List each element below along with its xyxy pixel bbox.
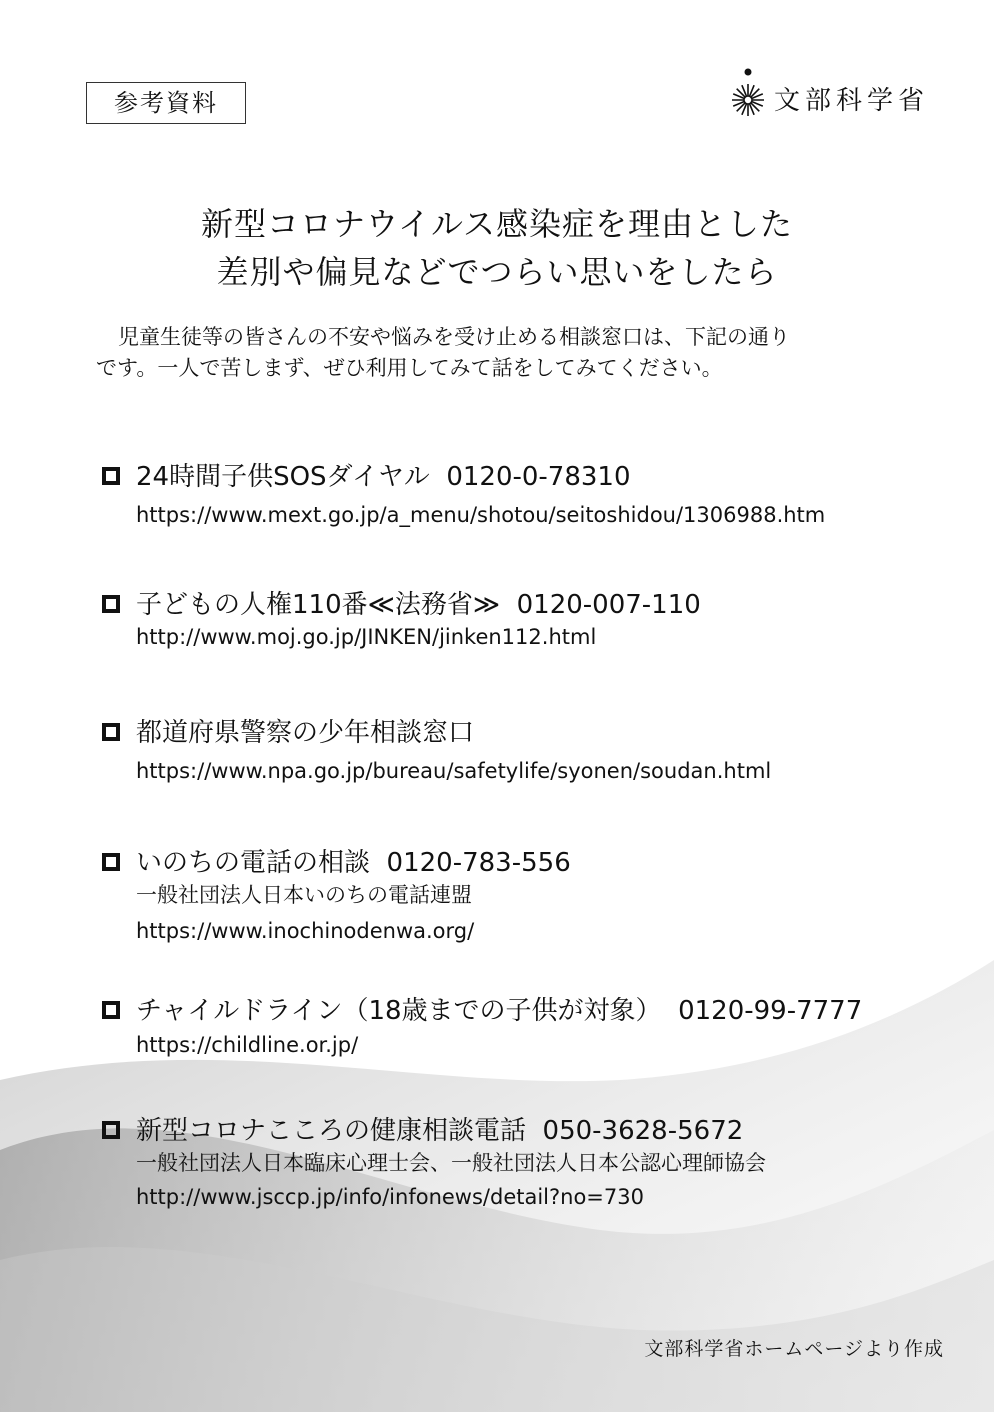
intro-line-2: です。一人で苦しまず、ぜひ利用してみて話をしてみてください。: [96, 356, 723, 380]
mext-emblem-icon: [728, 66, 768, 122]
entry-phone[interactable]: 0120-0-78310: [446, 462, 631, 492]
checkbox-icon: [102, 1001, 120, 1019]
entry-title-text: いのちの電話の相談: [136, 848, 371, 878]
ministry-header: [728, 66, 930, 122]
source-footnote: 文部科学省ホームページより作成: [644, 1338, 944, 1360]
entry-phone[interactable]: 0120-783-556: [386, 848, 571, 878]
consultation-entry: [100, 588, 701, 652]
entry-url[interactable]: https://www.mext.go.jp/a_menu/shotou/seitoshidou/1306988.htm: [136, 503, 826, 527]
entry-url[interactable]: http://www.jsccp.jp/info/infonews/detail?no=730: [136, 1185, 644, 1209]
entry-title-text: 24時間子供SOSダイヤル: [136, 462, 430, 492]
entry-title: [136, 846, 571, 880]
entry-title: [136, 588, 701, 622]
reference-material-label: 参考資料: [86, 82, 246, 124]
entry-phone[interactable]: 0120-007-110: [516, 590, 701, 620]
entry-title: [136, 716, 474, 750]
entry-title-text: チャイルドライン（18歳までの子供が対象）: [136, 996, 662, 1026]
entry-phone[interactable]: 050-3628-5672: [542, 1116, 744, 1146]
title-line-2: 差別や偏見などでつらい思いをしたら: [216, 253, 778, 291]
consultation-entry: [100, 716, 771, 786]
intro-paragraph: [96, 322, 926, 384]
checkbox-icon: [102, 467, 120, 485]
ministry-name: 文部科学省: [774, 86, 930, 116]
entry-organization: 一般社団法人日本いのちの電話連盟: [136, 883, 472, 907]
entry-title: [136, 460, 631, 494]
checkbox-icon: [102, 1121, 120, 1139]
checkbox-icon: [102, 853, 120, 871]
entry-url[interactable]: http://www.moj.go.jp/JINKEN/jinken112.html: [136, 625, 597, 649]
entry-url[interactable]: https://childline.or.jp/: [136, 1033, 359, 1057]
consultation-entry: [100, 460, 825, 530]
consultation-entry: [100, 1114, 766, 1212]
entry-title-text: 子どもの人権110番≪法務省≫: [136, 590, 501, 620]
entry-title-text: 新型コロナこころの健康相談電話: [136, 1116, 527, 1146]
entry-url[interactable]: https://www.inochinodenwa.org/: [136, 919, 475, 943]
entry-organization: 一般社団法人日本臨床心理士会、一般社団法人日本公認心理師協会: [136, 1151, 766, 1175]
entry-phone[interactable]: 0120-99-7777: [678, 996, 863, 1026]
intro-line-1: 児童生徒等の皆さんの不安や悩みを受け止める相談窓口は、下記の通り: [118, 325, 790, 349]
checkbox-icon: [102, 595, 120, 613]
consultation-entry: [100, 994, 863, 1060]
entry-title: [136, 994, 862, 1028]
checkbox-icon: [102, 723, 120, 741]
entry-title-text: 都道府県警察の少年相談窓口: [136, 718, 475, 748]
entry-title: [136, 1114, 743, 1148]
entry-url[interactable]: https://www.npa.go.jp/bureau/safetylife/syonen/soudan.html: [136, 759, 772, 783]
title-line-1: 新型コロナウイルス感染症を理由とした: [200, 205, 794, 243]
page-title: [0, 200, 994, 296]
consultation-entry: [100, 846, 571, 946]
